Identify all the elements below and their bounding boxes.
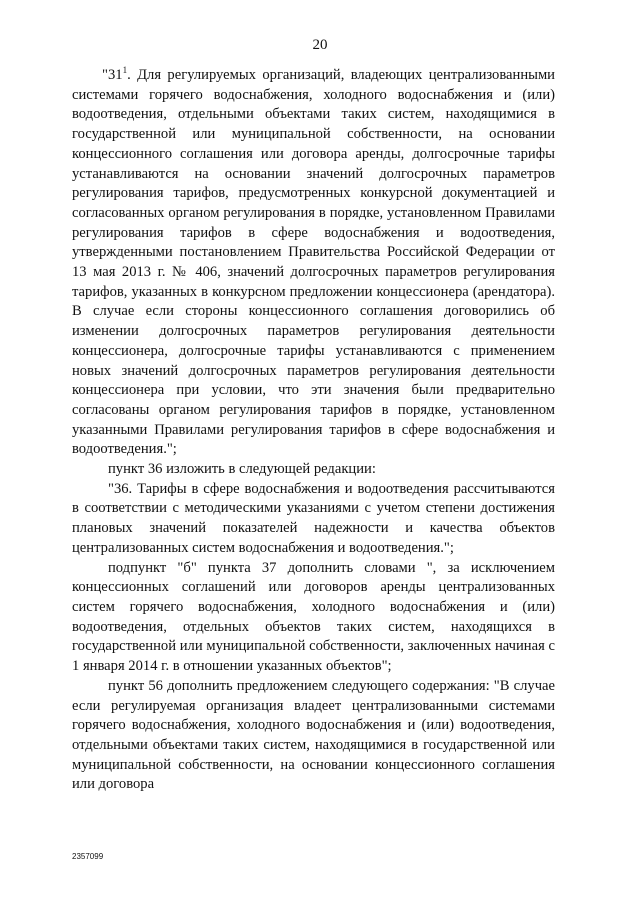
paragraph-subitem-b-37: подпункт "б" пункта 37 дополнить словами ", за исключением концессионных соглашений или договоров аренды централизованных систем горячего водоснабжения, холодного водоснабжения и (или) водоотведения, отдельных объектов таких систем, находящихся в государственной или муниципальной собственности, заключенных начиная с 1 января 2014 г. в отношении указанных объектов";	[72, 559, 555, 675]
paragraph-31-1	[72, 66, 555, 460]
paragraph-prefix: "31	[102, 67, 123, 83]
document-body	[72, 66, 555, 795]
paragraph-item-36-instruction: пункт 36 изложить в следующей редакции:	[108, 461, 376, 478]
paragraph-item-56: пункт 56 дополнить предложением следующего содержания: "В случае если регулируемая организация владеет централизованными системами горячего водоснабжения, холодного водоснабжения и (или) водоотведения, отдельными объектами таких систем, находящимися в государственной или муниципальной собственности, на основании концессионного соглашения или договора	[72, 677, 555, 793]
document-code: 2357099	[72, 852, 104, 861]
page-number: 20	[312, 37, 328, 53]
superscript-index: 1	[122, 65, 128, 76]
paragraph-text: . Для регулируемых организаций, владеющих централизованными системами горячего водоснабжения, холодного водоснабжения и (или) водоотведения, отдельными объектами таких систем, находящимися в государственной или муниципальной собственности, на основании концессионного соглашения или договора аренды, долгосрочные тарифы устанавливаются на основании значений долгосрочных параметров регулирования тарифов, предусмотренных конкурсной документацией и согласованных органом регулирования в порядке, установленном Правилами регулирования тарифов в сфере водоснабжения и водоотведения, утвержденными постановлением Правительства Российской Федерации от 13 мая 2013 г. № 406, значений долгосрочных параметров регулирования тарифов, указанных в конкурсном предложении концессионера (арендатора). В случае если стороны концессионного соглашения договорились об изменении долгосрочных параметров регулирования деятельности концессионера, долгосрочные тарифы устанавливаются с применением новых значений долгосрочных параметров регулирования деятельности концессионера при условии, что эти значения были предварительно согласованы органом регулирования тарифов в порядке, установленном указанными Правилами регулирования тарифов в сфере водоснабжения и водоотведения.";	[72, 67, 555, 458]
paragraph-item-36-text: "36. Тарифы в сфере водоснабжения и водоотведения рассчитываются в соответствии с методическими указаниями с учетом степени достижения плановых значений показателей надежности и качества объектов централизованных систем водоснабжения и водоотведения.";	[72, 480, 555, 556]
